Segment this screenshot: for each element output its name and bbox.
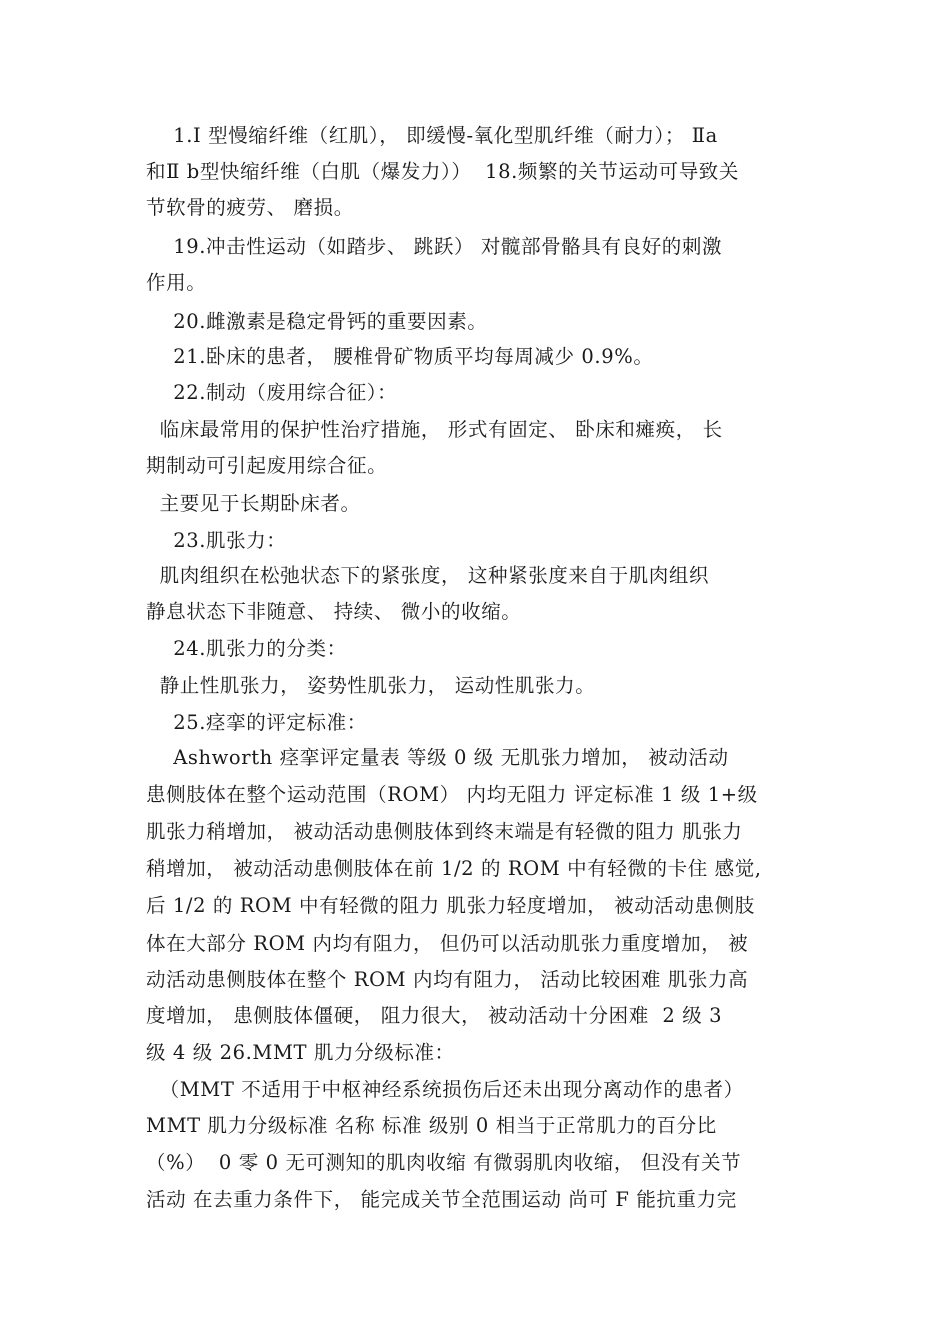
text-line: 体在大部分 ROM 内均有阻力， 但仍可以活动肌张力重度增加， 被 bbox=[146, 932, 749, 955]
text-line: 期制动可引起废用综合征。 bbox=[146, 454, 388, 477]
text-line: 后 1/2 的 ROM 中有轻微的阻力 肌张力轻度增加， 被动活动患侧肢 bbox=[146, 894, 755, 917]
text-line: 23.肌张力： bbox=[146, 529, 287, 552]
text-line: 20.雌激素是稳定骨钙的重要因素。 bbox=[146, 310, 488, 333]
text-line: MMT 肌力分级标准 名称 标准 级别 0 相当于正常肌力的百分比 bbox=[146, 1114, 717, 1137]
text-line: 主要见于长期卧床者。 bbox=[146, 492, 361, 515]
text-line: 19.冲击性运动（如踏步、 跳跃） 对髋部骨骼具有良好的刺激 bbox=[146, 235, 723, 258]
text-line: 肌张力稍增加， 被动活动患侧肢体到终末端是有轻微的阻力 肌张力 bbox=[146, 820, 743, 843]
text-line: 度增加， 患侧肢体僵硬， 阻力很大， 被动活动十分困难 2 级 3 bbox=[146, 1004, 723, 1027]
text-line: （MMT 不适用于中枢神经系统损伤后还未出现分离动作的患者） bbox=[146, 1078, 744, 1101]
text-line: 和Ⅱ b型快缩纤维（白肌（爆发力）） 18.频繁的关节运动可导致关 bbox=[146, 160, 739, 183]
text-line: 临床最常用的保护性治疗措施， 形式有固定、 卧床和瘫痪， 长 bbox=[146, 418, 723, 441]
text-line: 稍增加， 被动活动患侧肢体在前 1/2 的 ROM 中有轻微的卡住 感觉, bbox=[146, 857, 762, 880]
text-line: 患侧肢体在整个运动范围（ROM） 内均无阻力 评定标准 1 级 1+级 bbox=[146, 783, 758, 806]
text-line: 1.Ⅰ 型慢缩纤维（红肌）， 即缓慢-氧化型肌纤维（耐力）； Ⅱa bbox=[146, 124, 718, 147]
text-line: 动活动患侧肢体在整个 ROM 内均有阻力， 活动比较困难 肌张力高 bbox=[146, 968, 749, 991]
text-line: 肌肉组织在松弛状态下的紧张度， 这种紧张度来自于肌肉组织 bbox=[146, 564, 710, 587]
text-line: 作用。 bbox=[146, 271, 207, 294]
text-line: 25.痉挛的评定标准： bbox=[146, 711, 367, 734]
text-line: Ashworth 痉挛评定量表 等级 0 级 无肌张力增加， 被动活动 bbox=[146, 746, 729, 769]
text-line: 节软骨的疲劳、 磨损。 bbox=[146, 196, 354, 219]
text-line: 21.卧床的患者， 腰椎骨矿物质平均每周减少 0.9%。 bbox=[146, 345, 654, 368]
text-line: 静息状态下非随意、 持续、 微小的收缩。 bbox=[146, 600, 522, 623]
text-line: 22.制动（废用综合征）： bbox=[146, 381, 398, 404]
text-line: 24.肌张力的分类： bbox=[146, 637, 347, 660]
text-line: （%） 0 零 0 无可测知的肌肉收缩 有微弱肌肉收缩， 但没有关节 bbox=[146, 1151, 742, 1174]
text-line: 活动 在去重力条件下， 能完成关节全范围运动 尚可 F 能抗重力完 bbox=[146, 1188, 737, 1211]
text-line: 级 4 级 26.MMT 肌力分级标准： bbox=[146, 1041, 455, 1064]
text-line: 静止性肌张力， 姿势性肌张力， 运动性肌张力。 bbox=[146, 674, 596, 697]
